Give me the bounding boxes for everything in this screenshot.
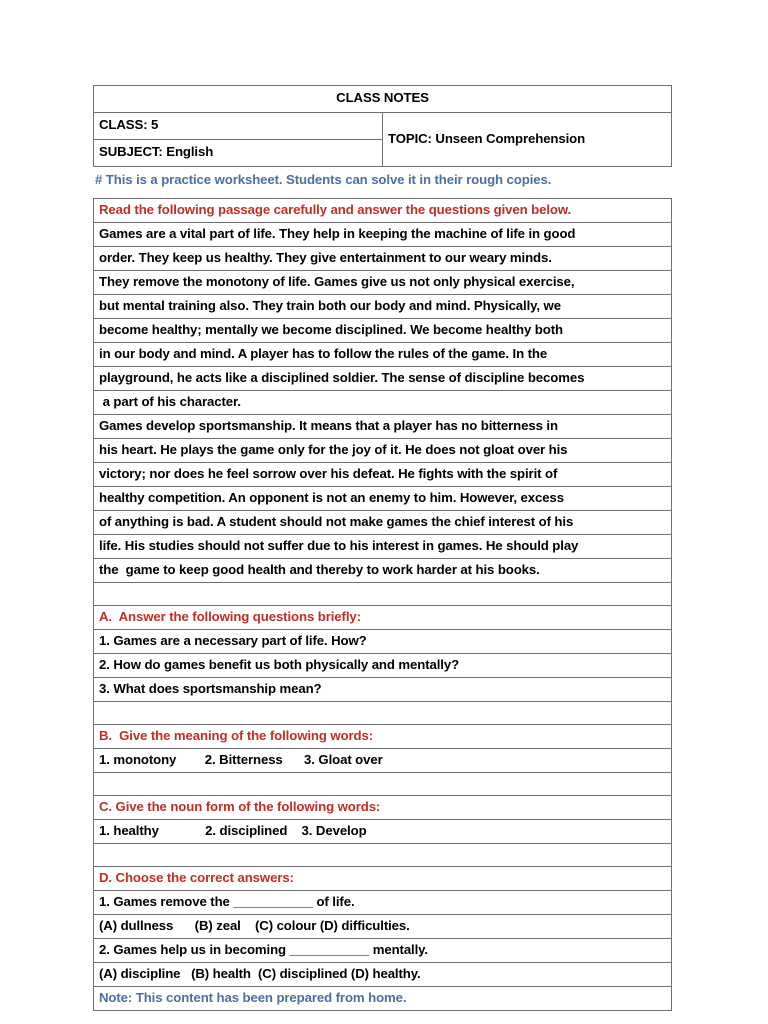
passage-line: become healthy; mentally we become disciplined. We become healthy both: [94, 319, 672, 343]
class-notes-header-table: [93, 85, 672, 167]
table-row: [94, 939, 672, 963]
worksheet-body-table: [93, 198, 672, 1011]
table-row: [94, 319, 672, 343]
table-row: [94, 891, 672, 915]
table-row: [94, 820, 672, 844]
topic-field: TOPIC: Unseen Comprehension: [383, 113, 672, 167]
class-field: CLASS: 5: [94, 113, 383, 140]
table-row: [94, 223, 672, 247]
passage-instruction: Read the following passage carefully and answer the questions given below.: [94, 199, 672, 223]
passage-line: Games develop sportsmanship. It means that a player has no bitterness in: [94, 415, 672, 439]
table-row: [94, 630, 672, 654]
table-row: [94, 915, 672, 939]
worksheet-practice-note: # This is a practice worksheet. Students can solve it in their rough copies.: [95, 172, 552, 187]
passage-line: his heart. He plays the game only for the joy of it. He does not gloat over his: [94, 439, 672, 463]
section-c-heading: C. Give the noun form of the following words:: [94, 796, 672, 820]
table-row: [94, 439, 672, 463]
spacer-cell: [94, 702, 672, 725]
section-b-heading: B. Give the meaning of the following words:: [94, 725, 672, 749]
table-row: [94, 749, 672, 773]
page-title: CLASS NOTES: [94, 86, 672, 113]
section-d-item: 1. Games remove the ___________ of life.: [94, 891, 672, 915]
table-row: [94, 199, 672, 223]
section-c-item: 1. healthy 2. disciplined 3. Develop: [94, 820, 672, 844]
table-row: [94, 391, 672, 415]
table-row: [94, 511, 672, 535]
table-row: [94, 463, 672, 487]
section-b-item: 1. monotony 2. Bitterness 3. Gloat over: [94, 749, 672, 773]
table-row: [94, 678, 672, 702]
passage-line: the game to keep good health and thereby to work harder at his books.: [94, 559, 672, 583]
table-row: [94, 487, 672, 511]
passage-line: of anything is bad. A student should not make games the chief interest of his: [94, 511, 672, 535]
table-row: [94, 295, 672, 319]
table-row: [94, 113, 672, 140]
table-row: [94, 796, 672, 820]
spacer-row: [94, 583, 672, 606]
section-d-item: (A) dullness (B) zeal (C) colour (D) difficulties.: [94, 915, 672, 939]
table-row: [94, 867, 672, 891]
table-row: [94, 987, 672, 1011]
section-a-item: 2. How do games benefit us both physically and mentally?: [94, 654, 672, 678]
spacer-row: [94, 702, 672, 725]
spacer-cell: [94, 773, 672, 796]
table-row: [94, 559, 672, 583]
passage-line: healthy competition. An opponent is not an enemy to him. However, excess: [94, 487, 672, 511]
subject-field: SUBJECT: English: [94, 140, 383, 167]
passage-line: but mental training also. They train both our body and mind. Physically, we: [94, 295, 672, 319]
passage-line: Games are a vital part of life. They help in keeping the machine of life in good: [94, 223, 672, 247]
table-row: [94, 415, 672, 439]
table-row: [94, 86, 672, 113]
section-d-item: (A) discipline (B) health (C) disciplined (D) healthy.: [94, 963, 672, 987]
table-row: [94, 247, 672, 271]
table-row: [94, 654, 672, 678]
table-row: [94, 343, 672, 367]
spacer-cell: [94, 583, 672, 606]
passage-line: order. They keep us healthy. They give entertainment to our weary minds.: [94, 247, 672, 271]
table-row: [94, 535, 672, 559]
table-row: [94, 963, 672, 987]
table-row: [94, 271, 672, 295]
section-a-item: 1. Games are a necessary part of life. How?: [94, 630, 672, 654]
section-a-item: 3. What does sportsmanship mean?: [94, 678, 672, 702]
section-d-heading: D. Choose the correct answers:: [94, 867, 672, 891]
table-row: [94, 367, 672, 391]
passage-line: playground, he acts like a disciplined soldier. The sense of discipline becomes: [94, 367, 672, 391]
passage-line: in our body and mind. A player has to follow the rules of the game. In the: [94, 343, 672, 367]
spacer-row: [94, 844, 672, 867]
spacer-cell: [94, 844, 672, 867]
spacer-row: [94, 773, 672, 796]
section-d-item: 2. Games help us in becoming ___________ mentally.: [94, 939, 672, 963]
passage-line: They remove the monotony of life. Games give us not only physical exercise,: [94, 271, 672, 295]
table-row: [94, 606, 672, 630]
passage-line: life. His studies should not suffer due to his interest in games. He should play: [94, 535, 672, 559]
passage-line: a part of his character.: [94, 391, 672, 415]
table-row: [94, 725, 672, 749]
footer-note: Note: This content has been prepared from home.: [94, 987, 672, 1011]
section-a-heading: A. Answer the following questions briefly:: [94, 606, 672, 630]
passage-line: victory; nor does he feel sorrow over his defeat. He fights with the spirit of: [94, 463, 672, 487]
